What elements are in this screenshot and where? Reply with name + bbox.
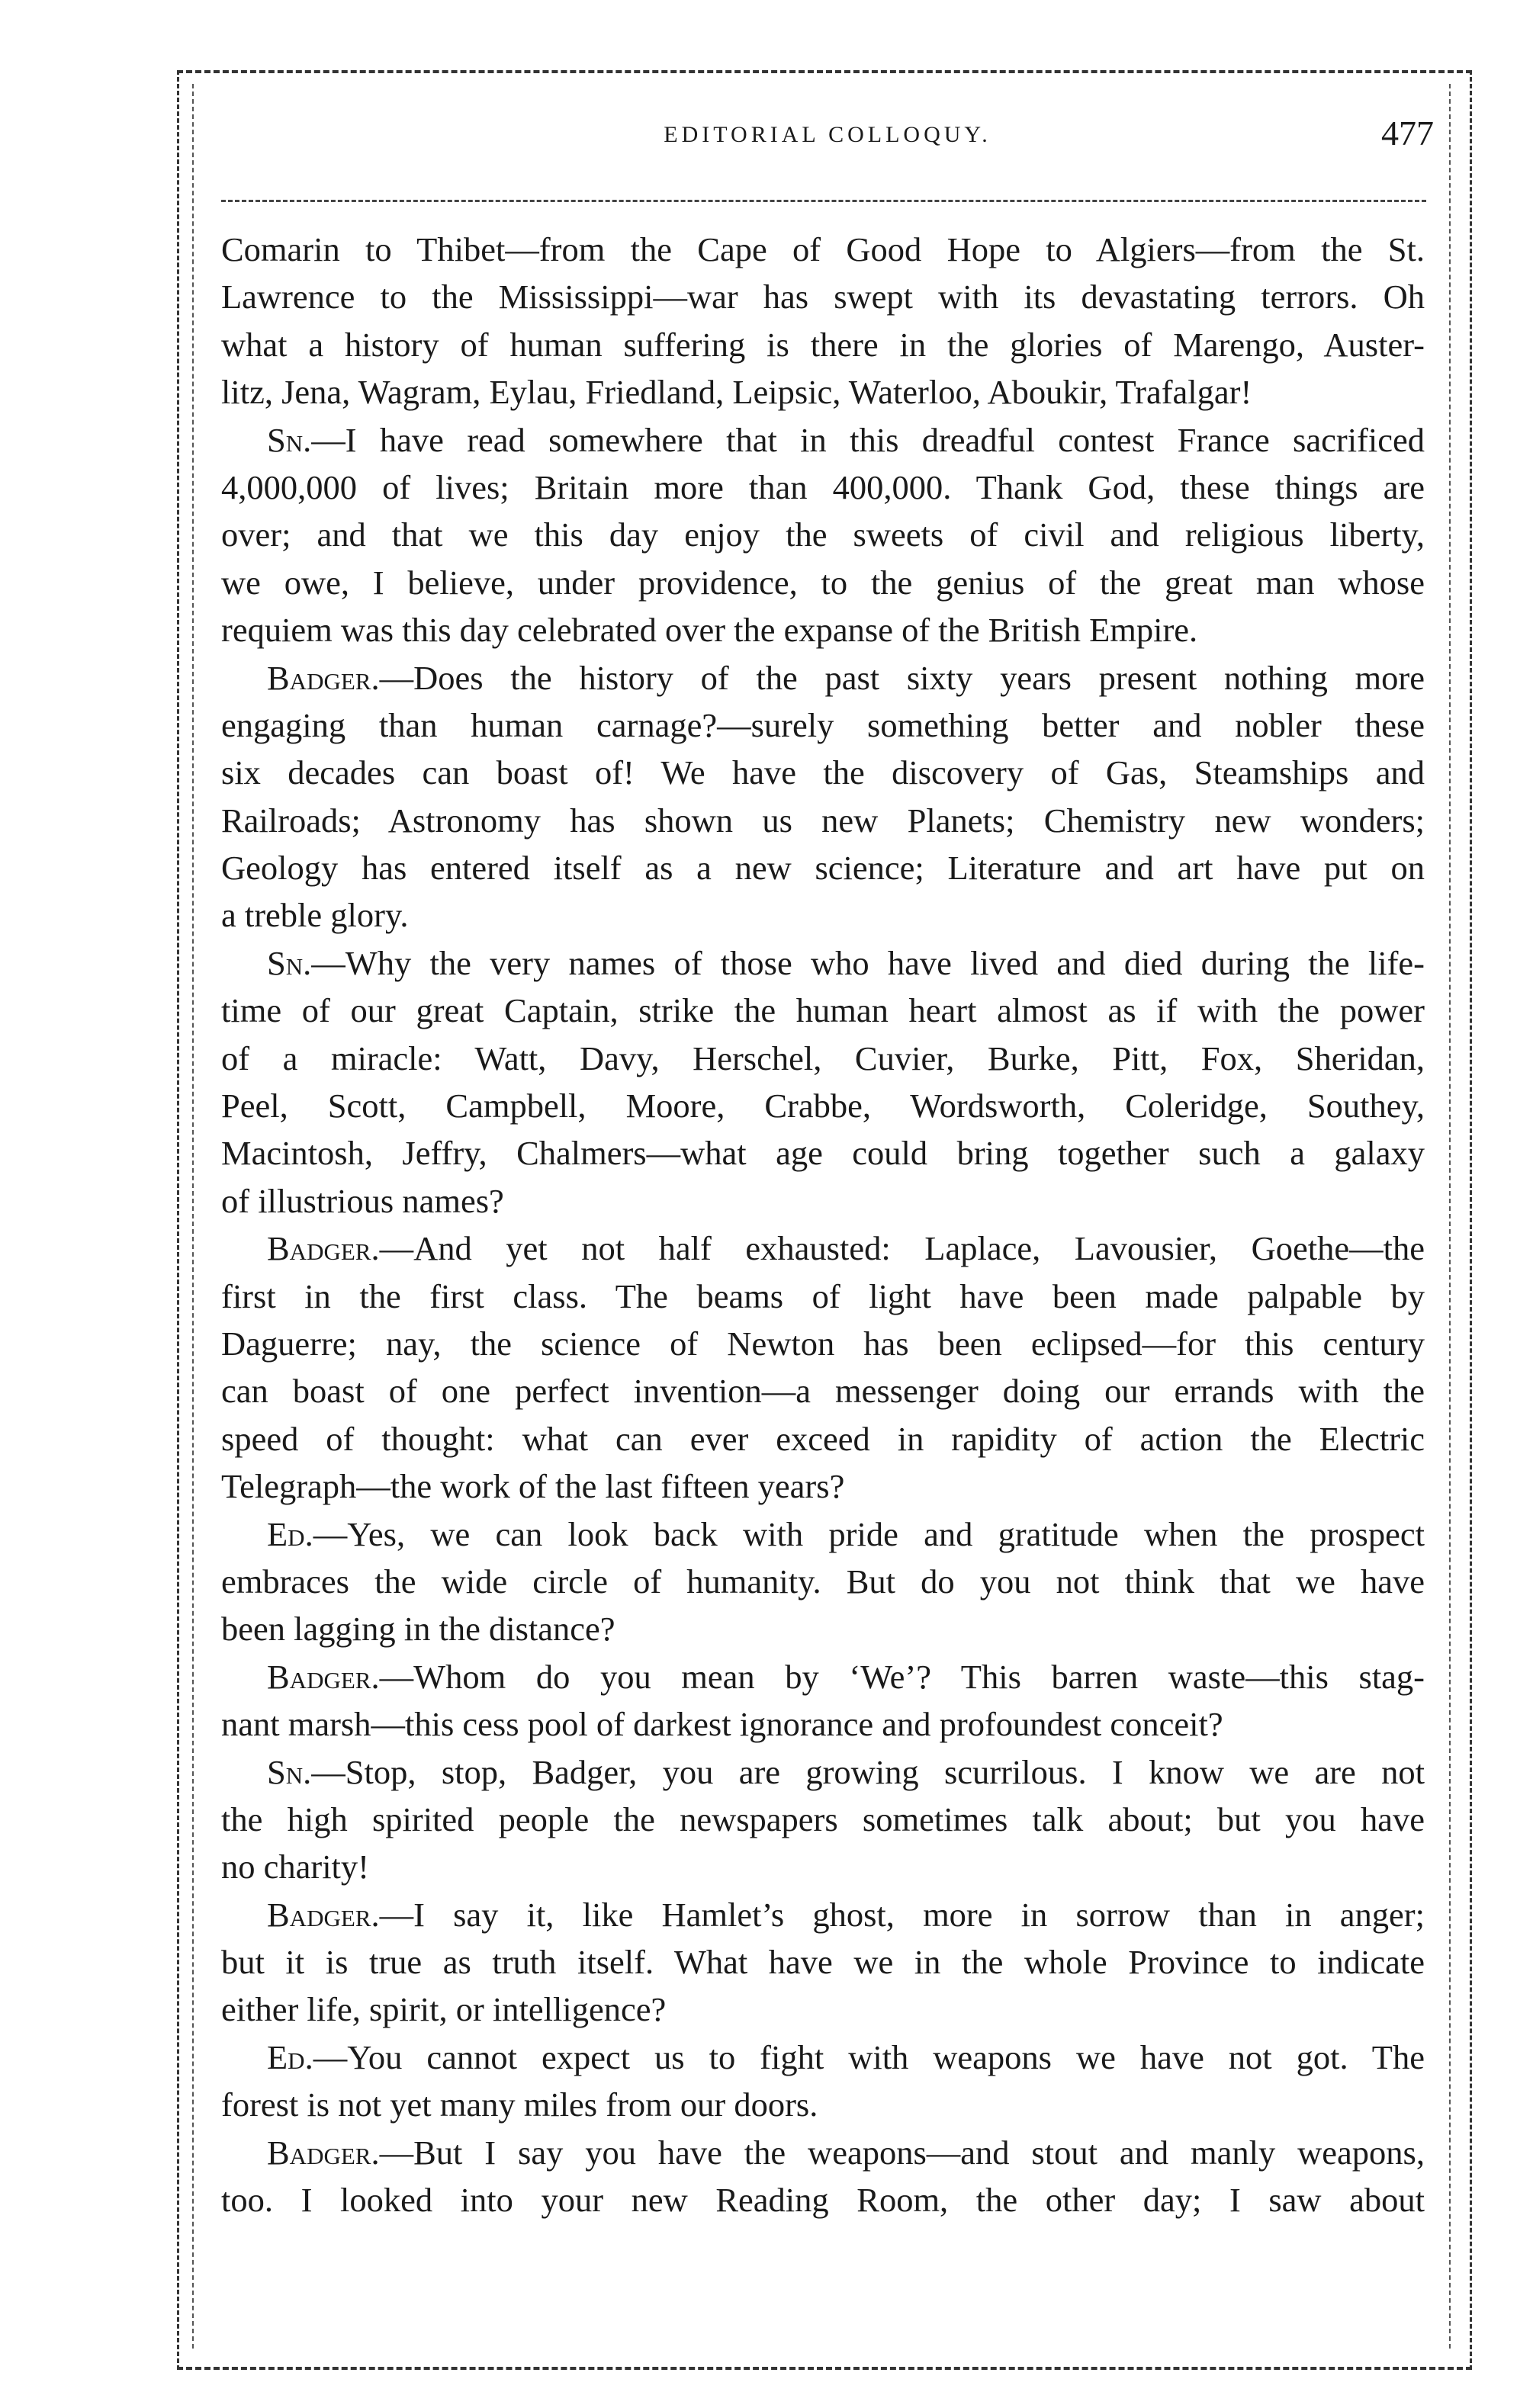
speech-first-line bbox=[221, 1511, 1425, 1558]
line-text: requiem was this day celebrated over the expanse of the British Empire. bbox=[221, 611, 1198, 650]
line-text: Macintosh, Jeffry, Chalmers—what age could bring together such a galaxy bbox=[221, 1134, 1425, 1173]
text-line bbox=[221, 2176, 1425, 2223]
line-text: we owe, I believe, under providence, to the genius of the great man whose bbox=[221, 563, 1425, 602]
left-inner-rule bbox=[192, 84, 194, 2349]
header-rule bbox=[221, 200, 1426, 202]
line-text: speed of thought: what can ever exceed in rapidity of action the Electric bbox=[221, 1419, 1425, 1458]
line-text: no charity! bbox=[221, 1848, 369, 1886]
line-text: —I say it, like Hamlet’s ghost, more in sorrow than in anger; bbox=[379, 1895, 1425, 1934]
speaker-name: Badger. bbox=[267, 1229, 380, 1268]
speaker-name: Ed. bbox=[267, 1514, 313, 1553]
line-text: over; and that we this day enjoy the sweets of civil and religious liberty, bbox=[221, 515, 1425, 554]
text-line bbox=[221, 1320, 1425, 1367]
text-line bbox=[221, 1462, 1425, 1510]
speaker-name: Badger. bbox=[267, 1895, 380, 1934]
speaker-name: Ed. bbox=[267, 2037, 313, 2076]
line-text: time of our great Captain, strike the human heart almost as if with the power bbox=[221, 991, 1425, 1030]
line-text: 4,000,000 of lives; Britain more than 400,000. Thank God, these things are bbox=[221, 467, 1425, 506]
text-line bbox=[221, 1273, 1425, 1320]
text-line bbox=[221, 368, 1425, 416]
line-text: —You cannot expect us to fight with weapons we have not got. The bbox=[313, 2037, 1425, 2076]
line-text: six decades can boast of! We have the discovery of Gas, Steamships and bbox=[221, 753, 1425, 792]
text-line bbox=[221, 2081, 1425, 2128]
line-text: litz, Jena, Wagram, Eylau, Friedland, Leipsic, Waterloo, Aboukir, Trafalgar! bbox=[221, 373, 1252, 412]
text-line bbox=[221, 1558, 1425, 1605]
text-line bbox=[221, 749, 1425, 796]
text-line bbox=[221, 1082, 1425, 1129]
line-text: too. I looked into your new Reading Room, the other day; I saw about bbox=[221, 2181, 1425, 2220]
line-text: Railroads; Astronomy has shown us new Planets; Chemistry new wonders; bbox=[221, 801, 1425, 840]
line-text: of illustrious names? bbox=[221, 1181, 504, 1220]
running-head bbox=[221, 114, 1434, 160]
line-text: of a miracle: Watt, Davy, Herschel, Cuvier, Burke, Pitt, Fox, Sheridan, bbox=[221, 1039, 1425, 1077]
line-text: Peel, Scott, Campbell, Moore, Crabbe, Wordsworth, Coleridge, Southey, bbox=[221, 1087, 1425, 1125]
text-line bbox=[221, 226, 1425, 273]
speech-first-line bbox=[221, 1891, 1425, 1938]
speaker-name: Badger. bbox=[267, 658, 380, 697]
speech-first-line bbox=[221, 2034, 1425, 2081]
text-line bbox=[221, 1843, 1425, 1890]
line-text: —Why the very names of those who have lived and died during the life- bbox=[311, 943, 1425, 982]
line-text: Lawrence to the Mississippi—war has swept with its devastating terrors. Oh bbox=[221, 278, 1425, 316]
text-line bbox=[221, 1415, 1425, 1462]
speech-first-line bbox=[221, 654, 1425, 702]
line-text: either life, spirit, or intelligence? bbox=[221, 1990, 667, 2029]
line-text: what a history of human suffering is there in the glories of Marengo, Auster- bbox=[221, 325, 1425, 364]
text-line bbox=[221, 1700, 1425, 1748]
text-line bbox=[221, 1129, 1425, 1177]
line-text: —But I say you have the weapons—and stout and manly weapons, bbox=[379, 2133, 1425, 2172]
line-text: —Whom do you mean by ‘We’? This barren waste—this stag- bbox=[379, 1657, 1425, 1696]
speaker-name: Sn. bbox=[267, 943, 312, 982]
line-text: engaging than human carnage?—surely something better and nobler these bbox=[221, 705, 1425, 744]
text-line bbox=[221, 844, 1425, 891]
text-line bbox=[221, 1367, 1425, 1414]
line-text: forest is not yet many miles from our doors. bbox=[221, 2085, 818, 2124]
text-line bbox=[221, 1796, 1425, 1843]
text-line bbox=[221, 559, 1425, 606]
line-text: —And yet not half exhausted: Laplace, Lavousier, Goethe—the bbox=[379, 1229, 1425, 1268]
right-inner-rule bbox=[1449, 84, 1451, 2349]
speaker-name: Badger. bbox=[267, 1657, 380, 1696]
line-text: a treble glory. bbox=[221, 896, 409, 935]
line-text: Geology has entered itself as a new science; Literature and art have put on bbox=[221, 849, 1425, 888]
text-line bbox=[221, 511, 1425, 558]
speaker-name: Sn. bbox=[267, 1752, 312, 1791]
line-text: first in the first class. The beams of light have been made palpable by bbox=[221, 1276, 1425, 1315]
line-text: Telegraph—the work of the last fifteen years? bbox=[221, 1467, 845, 1506]
body-text bbox=[221, 226, 1425, 2223]
line-text: —Does the history of the past sixty years present nothing more bbox=[379, 658, 1425, 697]
speech-first-line bbox=[221, 939, 1425, 987]
text-line bbox=[221, 321, 1425, 368]
speech-first-line bbox=[221, 2129, 1425, 2176]
line-text: —I have read somewhere that in this dreadful contest France sacrificed bbox=[311, 420, 1425, 459]
line-text: nant marsh—this cess pool of darkest ignorance and profoundest conceit? bbox=[221, 1705, 1223, 1744]
line-text: Comarin to Thibet—from the Cape of Good Hope to Algiers—from the St. bbox=[221, 230, 1425, 268]
line-text: —Stop, stop, Badger, you are growing scurrilous. I know we are not bbox=[311, 1752, 1425, 1791]
speech-first-line bbox=[221, 1225, 1425, 1272]
text-line bbox=[221, 606, 1425, 653]
text-line bbox=[221, 1177, 1425, 1225]
line-text: been lagging in the distance? bbox=[221, 1610, 615, 1649]
text-line bbox=[221, 464, 1425, 511]
text-line bbox=[221, 1605, 1425, 1652]
text-line bbox=[221, 891, 1425, 939]
line-text: embraces the wide circle of humanity. But do you not think that we have bbox=[221, 1562, 1425, 1601]
text-line bbox=[221, 987, 1425, 1034]
speech-first-line bbox=[221, 1653, 1425, 1700]
text-line bbox=[221, 1035, 1425, 1082]
text-line bbox=[221, 797, 1425, 844]
text-line bbox=[221, 273, 1425, 320]
line-text: —Yes, we can look back with pride and gratitude when the prospect bbox=[313, 1514, 1425, 1553]
running-title: EDITORIAL COLLOQUY. bbox=[664, 122, 991, 147]
speech-first-line bbox=[221, 1748, 1425, 1796]
text-line bbox=[221, 702, 1425, 749]
page-number: 477 bbox=[1381, 114, 1434, 153]
text-line bbox=[221, 1986, 1425, 2033]
speaker-name: Sn. bbox=[267, 420, 312, 459]
line-text: can boast of one perfect invention—a messenger doing our errands with the bbox=[221, 1372, 1425, 1411]
line-text: but it is true as truth itself. What have we in the whole Province to indicate bbox=[221, 1943, 1425, 1982]
line-text: the high spirited people the newspapers sometimes talk about; but you have bbox=[221, 1800, 1425, 1838]
line-text: Daguerre; nay, the science of Newton has been eclipsed—for this century bbox=[221, 1324, 1425, 1363]
speech-first-line bbox=[221, 416, 1425, 464]
text-line bbox=[221, 1938, 1425, 1986]
speaker-name: Badger. bbox=[267, 2133, 380, 2172]
